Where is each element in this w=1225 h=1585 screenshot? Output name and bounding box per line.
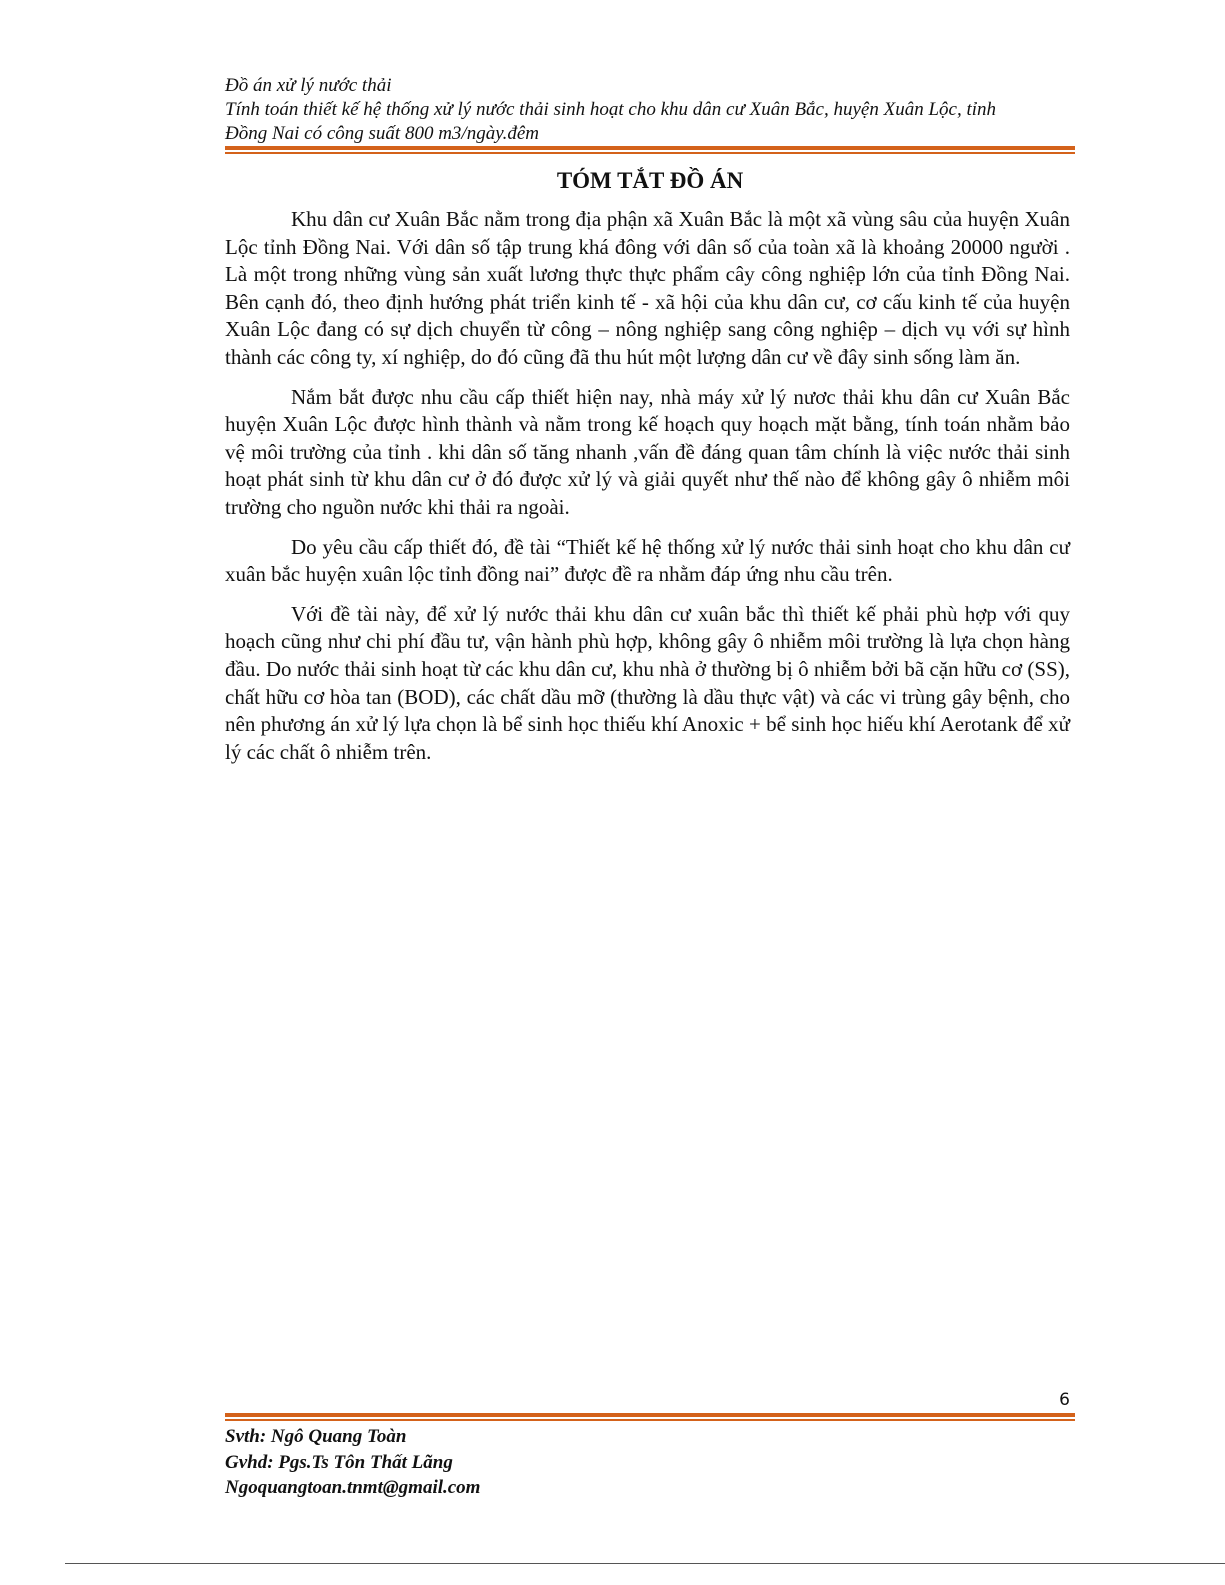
- header-line-1: Đồ án xử lý nước thải: [225, 75, 392, 96]
- page-footer: [225, 1424, 825, 1501]
- paragraph-4: Với đề tài này, để xử lý nước thải khu dân cư xuân bắc thì thiết kế phải phù hợp với quy hoạch cũng như chi phí đầu tư, vận hành phù hợp, không gây ô nhiễm môi trường là lựa chọn hàng đầu. Do nước thải sinh hoạt từ các khu dân cư, khu nhà ở thường bị ô nhiễm bởi bã cặn hữu cơ (SS), chất hữu cơ hòa tan (BOD), các chất dầu mỡ (thường là dầu thực vật) và các vi trùng gây bệnh, cho nên phương án xử lý lựa chọn là bể sinh học thiếu khí Anoxic + bể sinh học hiếu khí Aerotank để xử lý các chất ô nhiễm trên.: [225, 601, 1070, 764]
- footer-divider: [225, 1413, 1075, 1421]
- page-bottom-edge: [65, 1563, 1225, 1564]
- header-line-3: Đồng Nai có công suất 800 m3/ngày.đêm: [225, 123, 540, 144]
- header-line-2: Tính toán thiết kế hệ thống xử lý nước thải sinh hoạt cho khu dân cư Xuân Bắc, huyện Xuân Lộc, tỉnh: [225, 99, 997, 120]
- page-header: [225, 74, 1075, 146]
- page-number: 6: [1059, 1390, 1070, 1410]
- footer-advisor: Gvhd: Pgs.Ts Tôn Thất Lãng: [225, 1451, 453, 1473]
- page-title: TÓM TẮT ĐỒ ÁN: [556, 168, 744, 193]
- header-divider: [225, 146, 1075, 154]
- paragraph-3: Do yêu cầu cấp thiết đó, đề tài “Thiết kế hệ thống xử lý nước thải sinh hoạt cho khu dân cư xuân bắc huyện xuân lộc tỉnh đồng nai” được đề ra nhằm đáp ứng nhu cầu trên.: [225, 534, 1070, 587]
- paragraph-2: Nắm bắt được nhu cầu cấp thiết hiện nay, nhà máy xử lý nươc thải khu dân cư Xuân Bắc huyện Xuân Lộc được hình thành và nằm trong kế hoạch quy hoạch mặt bằng, tính toán nhằm bảo vệ môi trường của tỉnh . khi dân số tăng nhanh ,vấn đề đáng quan tâm chính là việc nước thải sinh hoạt phát sinh từ khu dân cư ở đó được xử lý và giải quyết như thế nào để không gây ô nhiễm môi trường cho nguồn nước khi thải ra ngoài.: [225, 384, 1070, 519]
- paragraph-1: Khu dân cư Xuân Bắc nằm trong địa phận xã Xuân Bắc là một xã vùng sâu của huyện Xuân Lộc tỉnh Đồng Nai. Với dân số tập trung khá đông với dân số của toàn xã là khoảng 20000 người . Là một trong những vùng sản xuất lương thực thực phẩm cây công nghiệp lớn của tỉnh Đồng Nai. Bên cạnh đó, theo định hướng phát triển kinh tế - xã hội của khu dân cư, cơ cấu kinh tế của huyện Xuân Lộc đang có sự dịch chuyển từ công – nông nghiệp sang công nghiệp – dịch vụ với sự hình thành các công ty, xí nghiệp, do đó cũng đã thu hút một lượng dân cư về đây sinh sống làm ăn.: [225, 207, 1070, 369]
- document-body: [225, 206, 1070, 778]
- footer-student: Svth: Ngô Quang Toàn: [225, 1426, 407, 1447]
- footer-email: Ngoquangtoan.tnmt@gmail.com: [225, 1477, 481, 1498]
